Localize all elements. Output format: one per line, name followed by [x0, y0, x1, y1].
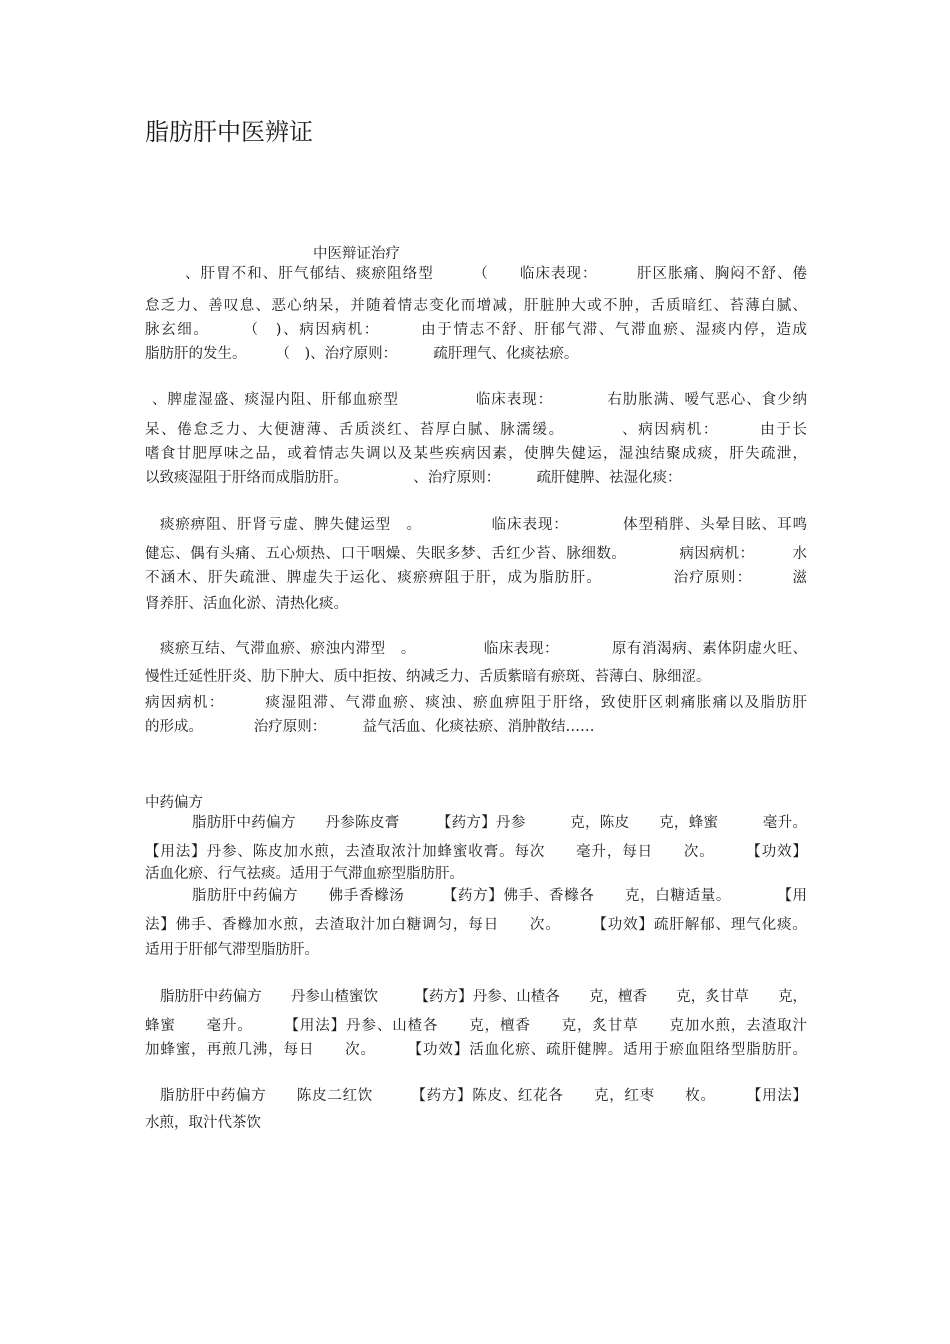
s4-line-4: 的形成。 治疗原则： 益气活血、化痰祛瘀、消肿散结……	[145, 719, 595, 735]
s2-line-4: 以致痰湿阻于肝络而成脂肪肝。 、治疗原则： 疏肝健脾、祛湿化痰：	[145, 470, 682, 486]
section-heading-herbal: 中药偏方	[145, 795, 203, 811]
s1-line-4: 脂肪肝的发生。 （ )、治疗原则： 疏肝理气、化痰祛瘀。	[145, 346, 579, 362]
s2-line-2: 呆、倦怠乏力、大便溏薄、舌质淡红、苔厚白腻、脉濡缓。 、病因病机： 由于长	[145, 422, 807, 438]
r2-line-2: 法】佛手、香橼加水煎，去渣取汁加白糖调匀，每日 次。 【功效】疏肝解郁、理气化痰。	[145, 917, 807, 933]
s2-line-3: 嗜食甘肥厚味之品，或着情志失调以及某些疾病因素，使脾失健运，湿浊结聚成痰，肝失疏泄，	[145, 446, 807, 462]
r3-line-3: 加蜂蜜，再煎几沸，每日 次。 【功效】活血化瘀、疏肝健脾。适用于瘀血阻络型脂肪肝。	[145, 1042, 807, 1058]
r1-line-2: 【用法】丹参、陈皮加水煎，去渣取浓汁加蜂蜜收膏。每次 毫升，每日 次。 【功效】	[145, 844, 807, 860]
s3-line-4: 肾养肝、活血化淤、清热化痰。	[145, 596, 348, 612]
s1-line-3: 脉玄细。 （ )、病因病机： 由于情志不舒、肝郁气滞、气滞血瘀、湿痰内停，造成	[145, 322, 807, 338]
s3-line-3: 不涵木、肝失疏泄、脾虚失于运化、痰瘀痹阻于肝，成为脂肪肝。 治疗原则： 滋	[145, 570, 807, 586]
document-title: 脂肪肝中医辨证	[145, 118, 313, 146]
s3-line-1: 痰瘀痹阻、肝肾亏虚、脾失健运型 。 临床表现： 体型稍胖、头晕目眩、耳鸣	[160, 517, 807, 533]
r2-line-1: 脂肪肝中药偏方 佛手香橼汤 【药方】佛手、香橼各 克，白糖适量。 【用	[192, 888, 807, 904]
s1-line-1: 、肝胃不和、肝气郁结、痰瘀阻络型 （ 临床表现： 肝区胀痛、胸闷不舒、倦	[185, 266, 807, 282]
s1-line-2: 怠乏力、善叹息、恶心纳呆，并随着情志变化而增减，肝脏肿大或不肿，舌质暗红、苔薄白腻、	[145, 298, 807, 314]
r3-line-2: 蜂蜜 毫升。 【用法】丹参、山楂各 克，檀香 克，炙甘草 克加水煎，去渣取汁	[145, 1018, 807, 1034]
s2-line-1: 、脾虚湿盛、痰湿内阻、肝郁血瘀型 临床表现： 右肋胀满、嗳气恶心、食少纳	[152, 392, 807, 408]
r4-line-1: 脂肪肝中药偏方 陈皮二红饮 【药方】陈皮、红花各 克，红枣 枚。 【用法】	[160, 1088, 807, 1104]
r3-line-1: 脂肪肝中药偏方 丹参山楂蜜饮 【药方】丹参、山楂各 克，檀香 克，炙甘草 克，	[160, 989, 807, 1005]
section-heading-tcm: 中医辩证治疗	[313, 246, 400, 262]
s4-line-3: 病因病机： 痰湿阻滞、气滞血瘀、痰浊、瘀血痹阻于肝络，致使肝区刺痛胀痛以及脂肪肝	[145, 695, 807, 711]
s4-line-2: 慢性迁延性肝炎、肋下肿大、质中拒按、纳减乏力、舌质紫暗有瘀斑、苔薄白、脉细涩。	[145, 669, 711, 685]
r1-line-1: 脂肪肝中药偏方 丹参陈皮膏 【药方】丹参 克，陈皮 克，蜂蜜 毫升。	[192, 815, 807, 831]
s4-line-1: 痰瘀互结、气滞血瘀、瘀浊内滞型 。 临床表现： 原有消渴病、素体阴虚火旺、	[160, 641, 807, 657]
s3-line-2: 健忘、偶有头痛、五心烦热、口干咽燥、失眠多梦、舌红少苔、脉细数。 病因病机： 水	[145, 546, 807, 562]
r2-line-3: 适用于肝郁气滞型脂肪肝。	[145, 942, 319, 958]
r4-line-2: 水煎，取汁代茶饮	[145, 1115, 261, 1131]
r1-line-3: 活血化瘀、行气祛痰。适用于气滞血瘀型脂肪肝。	[145, 866, 464, 882]
